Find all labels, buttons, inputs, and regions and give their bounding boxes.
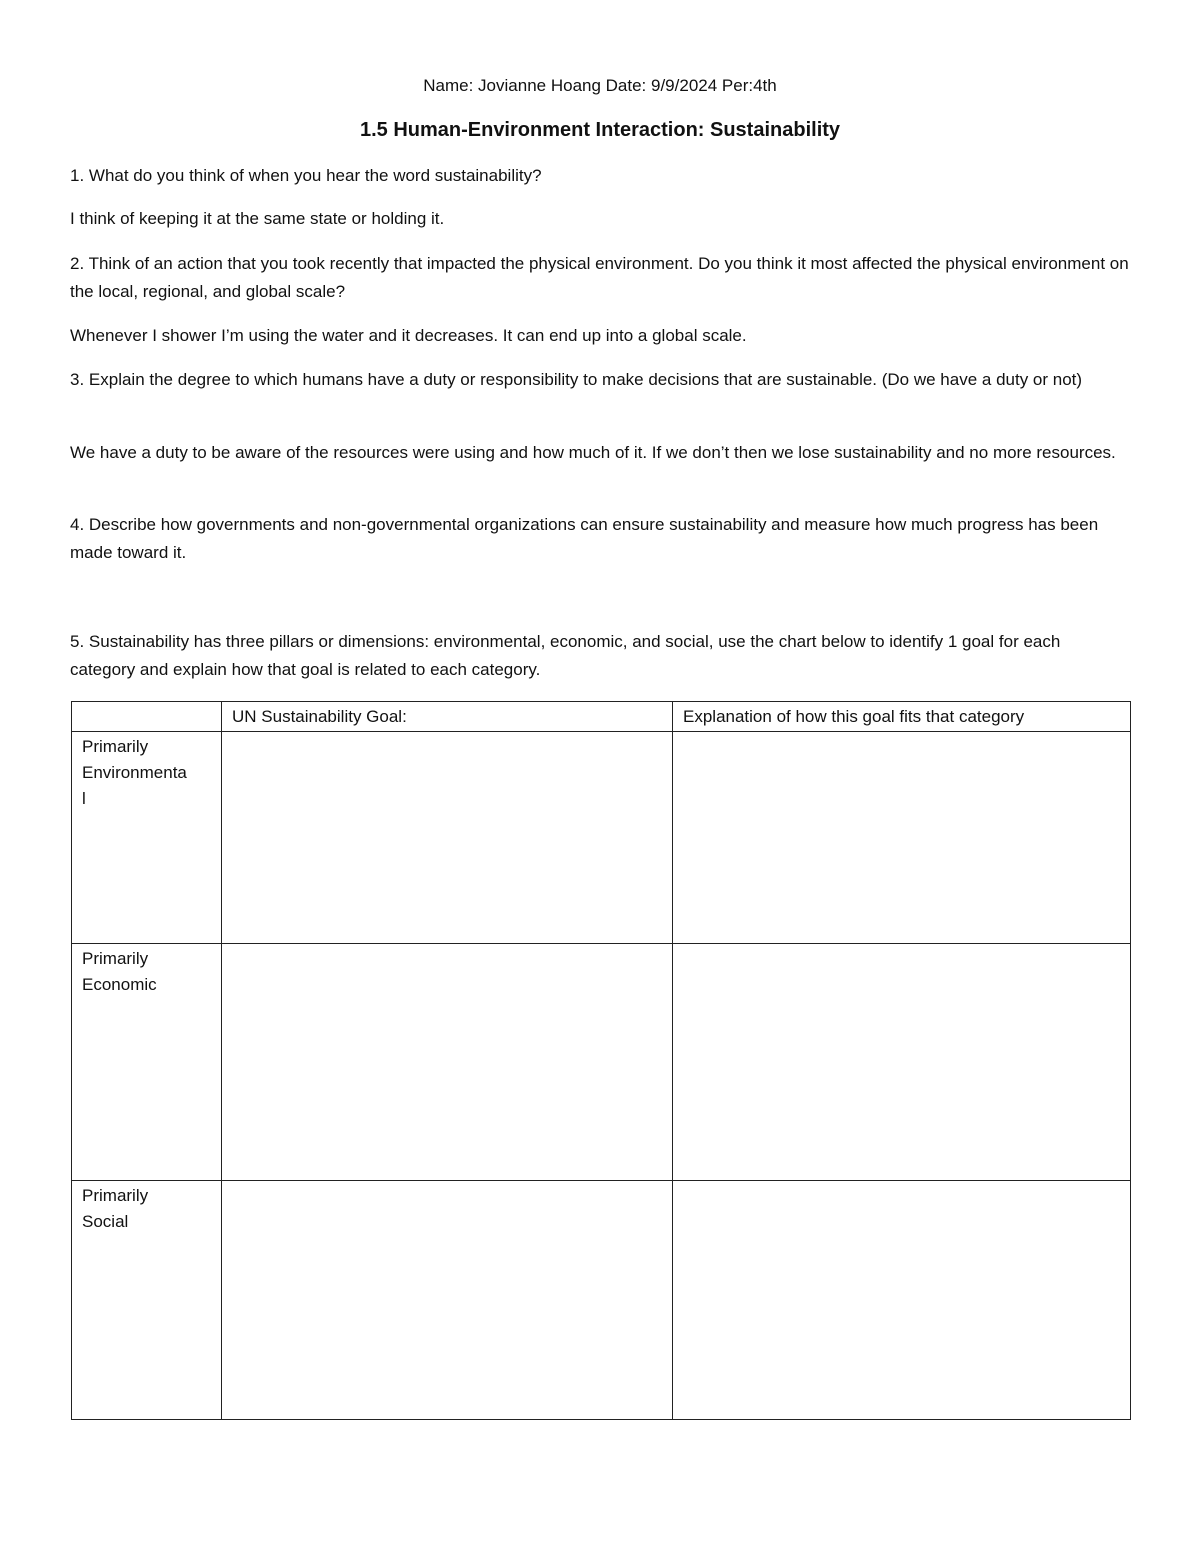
question-3-answer: We have a duty to be aware of the resources were using and how much of it. If we don’t then we lose sustainability and no more resources.: [70, 443, 1116, 462]
question-4-prompt: 4. Describe how governments and non-governmental organizations can ensure sustainability and measure how much progress has been made toward it.: [70, 515, 1099, 562]
question-3-prompt: 3. Explain the degree to which humans have a duty or responsibility to make decisions that are sustainable. (Do we have a duty or not): [70, 370, 1083, 389]
page-title: 1.5 Human-Environment Interaction: Sustainability: [359, 119, 841, 141]
table-row: [72, 1181, 1131, 1420]
table-row: [72, 944, 1131, 1181]
category-economic: Primarily Economic: [72, 944, 222, 1181]
explanation-cell-social[interactable]: [673, 1181, 1131, 1420]
header-cell-goal: UN Sustainability Goal:: [222, 702, 673, 732]
category-environmental: Primarily Environmenta l: [72, 732, 222, 944]
explanation-cell-economic[interactable]: [673, 944, 1131, 1181]
header-cell-category: [72, 702, 222, 732]
question-2-prompt: 2. Think of an action that you took recently that impacted the physical environment. Do you think it most affected the physical environment on the local, regional, and global scale?: [70, 254, 1129, 301]
question-1-answer: I think of keeping it at the same state or holding it.: [70, 209, 445, 228]
question-5-prompt: 5. Sustainability has three pillars or dimensions: environmental, economic, and social, use the chart below to identify 1 goal for each category and explain how that goal is related to each category.: [70, 632, 1061, 679]
question-1-prompt: 1. What do you think of when you hear the word sustainability?: [70, 166, 542, 185]
sustainability-pillars-table: [71, 701, 1131, 1420]
header-cell-explanation: Explanation of how this goal fits that category: [673, 702, 1131, 732]
student-info-line: Name: Jovianne Hoang Date: 9/9/2024 Per:4th: [423, 76, 777, 95]
category-social: Primarily Social: [72, 1181, 222, 1420]
goal-cell-economic[interactable]: [222, 944, 673, 1181]
goal-cell-social[interactable]: [222, 1181, 673, 1420]
goal-cell-environmental[interactable]: [222, 732, 673, 944]
explanation-cell-environmental[interactable]: [673, 732, 1131, 944]
table-header-row: [72, 702, 1131, 732]
question-2-answer: Whenever I shower I’m using the water and it decreases. It can end up into a global scale.: [70, 326, 747, 345]
table-row: [72, 732, 1131, 944]
question-4-answer: [70, 584, 1130, 612]
